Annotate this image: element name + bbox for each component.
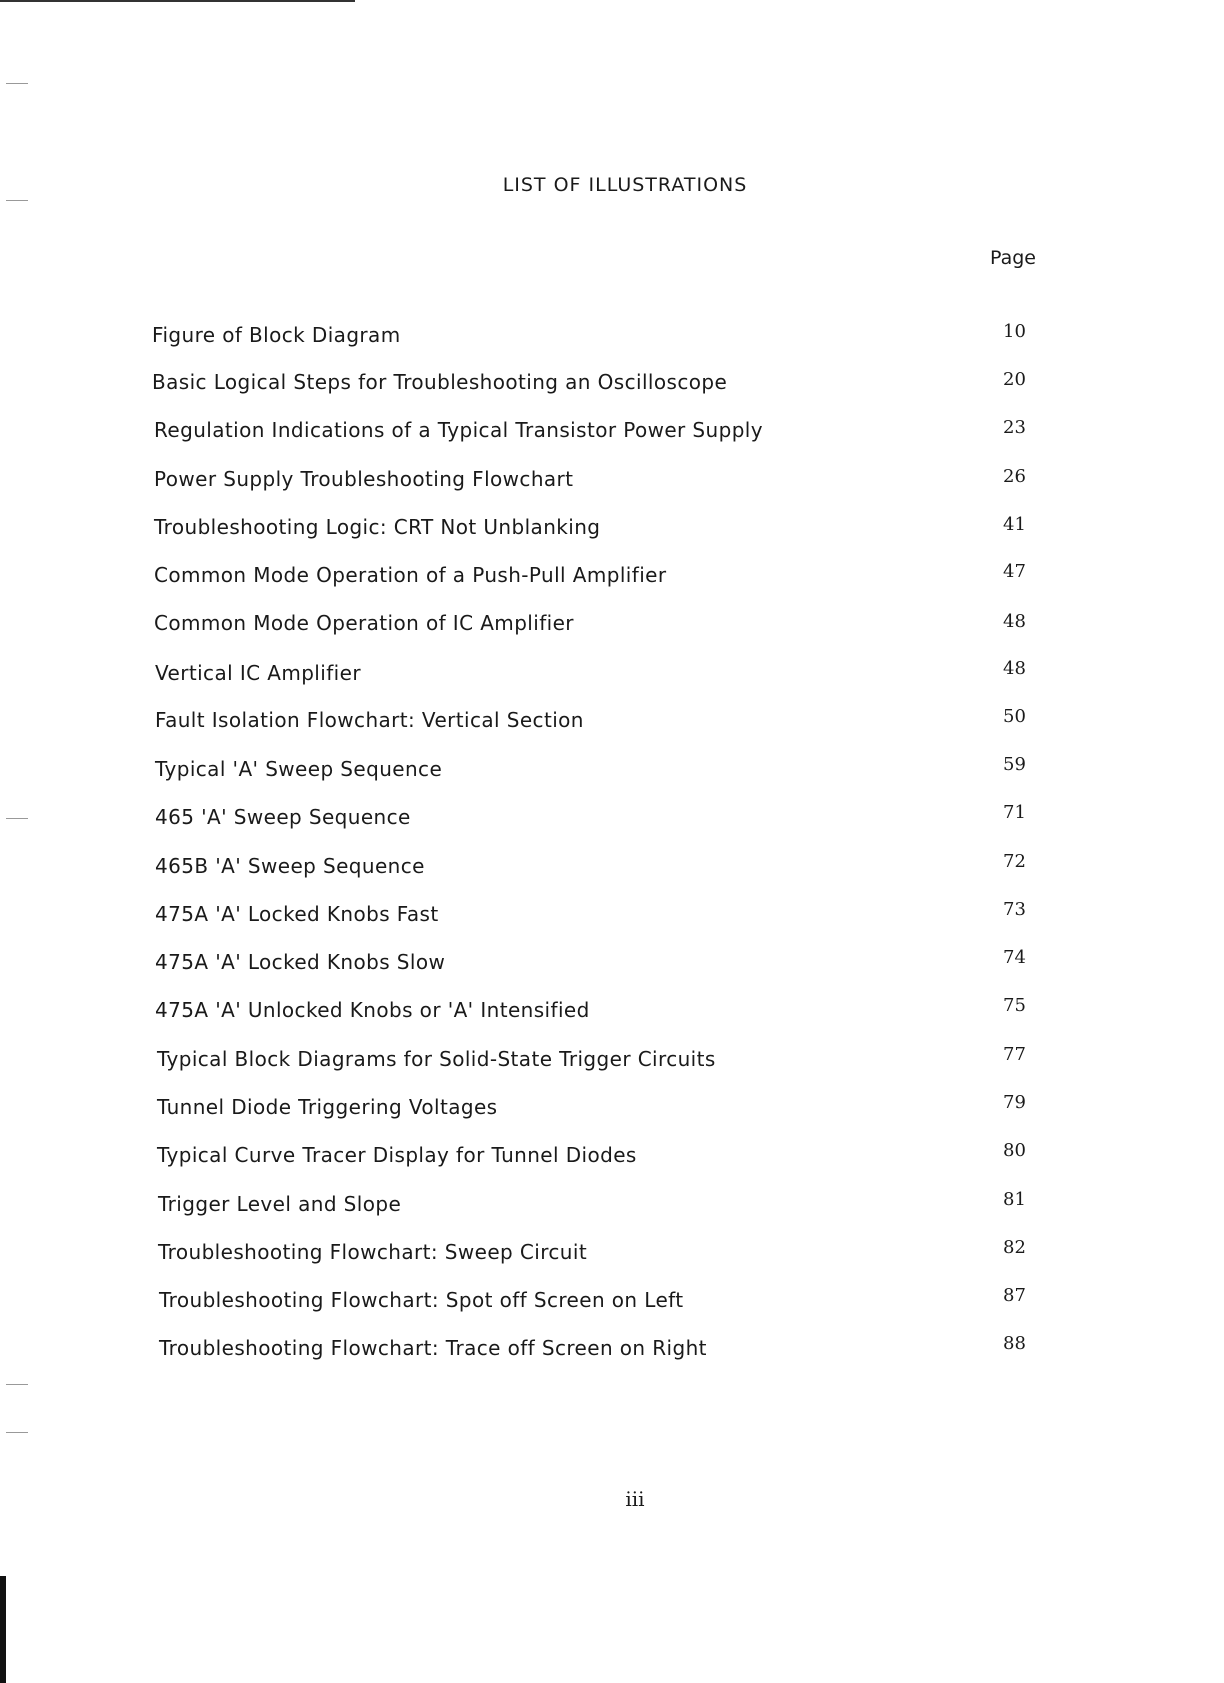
- list-item: [0, 947, 1224, 980]
- list-item-page: 74: [1003, 947, 1026, 968]
- list-item-page: 50: [1003, 706, 1026, 727]
- list-item: [0, 851, 1224, 884]
- list-item: [0, 658, 1224, 691]
- list-item-page: 87: [1003, 1285, 1026, 1306]
- list-item: [0, 611, 1224, 641]
- list-item-page: 23: [1003, 417, 1026, 438]
- list-item: [0, 1237, 1224, 1270]
- list-item: [0, 1092, 1224, 1125]
- list-item: [0, 708, 1224, 738]
- scan-artifact-left-bar: [0, 1576, 6, 1683]
- list-item-page: 48: [1003, 658, 1026, 679]
- list-item-label: 475A 'A' Locked Knobs Fast: [155, 902, 439, 926]
- list-item-label: Typical Block Diagrams for Solid-State Trigger Circuits: [157, 1047, 716, 1071]
- list-item-page: 82: [1003, 1237, 1026, 1258]
- list-item-page: 88: [1003, 1333, 1026, 1354]
- list-item: [0, 563, 1224, 593]
- list-item-label: Troubleshooting Flowchart: Trace off Screen on Right: [159, 1336, 707, 1360]
- list-item-label: Troubleshooting Logic: CRT Not Unblanking: [154, 515, 601, 539]
- list-item-label: Fault Isolation Flowchart: Vertical Section: [155, 708, 584, 732]
- list-item-label: 475A 'A' Unlocked Knobs or 'A' Intensified: [155, 998, 590, 1022]
- list-item-page: 72: [1003, 851, 1026, 872]
- list-item-label: Regulation Indications of a Typical Transistor Power Supply: [154, 418, 763, 442]
- list-item-page: 75: [1003, 995, 1026, 1016]
- list-item: [0, 802, 1224, 835]
- list-item-page: 71: [1003, 802, 1026, 823]
- list-item: [0, 1189, 1224, 1222]
- list-item: [0, 467, 1224, 497]
- list-item: [0, 1044, 1224, 1077]
- scan-speck: [6, 1432, 28, 1433]
- list-item-label: Typical Curve Tracer Display for Tunnel Diodes: [157, 1143, 637, 1167]
- list-item-label: Vertical IC Amplifier: [155, 661, 361, 685]
- list-item-label: Tunnel Diode Triggering Voltages: [157, 1095, 498, 1119]
- list-item-page: 73: [1003, 899, 1026, 920]
- list-item-page: 41: [1003, 514, 1026, 535]
- page-column-header: Page: [990, 247, 1036, 269]
- list-item-label: 475A 'A' Locked Knobs Slow: [155, 950, 446, 974]
- scan-artifact-top-line: [0, 0, 355, 2]
- list-item: [0, 995, 1224, 1028]
- list-item-label: Common Mode Operation of IC Amplifier: [154, 611, 574, 635]
- list-item: [0, 370, 1224, 400]
- list-item: [0, 754, 1224, 787]
- list-item: [0, 1140, 1224, 1173]
- page-number-footer: iii: [625, 1487, 645, 1511]
- list-item-page: 10: [1003, 321, 1026, 342]
- list-item: [0, 418, 1224, 448]
- list-item-page: 80: [1003, 1140, 1026, 1161]
- list-item-label: Troubleshooting Flowchart: Sweep Circuit: [158, 1240, 588, 1264]
- list-item: [0, 899, 1224, 932]
- list-item-label: Troubleshooting Flowchart: Spot off Screen on Left: [159, 1288, 684, 1312]
- list-item: [0, 323, 1224, 353]
- list-item: [0, 1333, 1224, 1366]
- list-item-label: Typical 'A' Sweep Sequence: [155, 757, 443, 781]
- list-item-page: 20: [1003, 369, 1026, 390]
- list-item-label: 465B 'A' Sweep Sequence: [155, 854, 425, 878]
- list-item-page: 77: [1003, 1044, 1026, 1065]
- scan-speck: [6, 200, 28, 201]
- list-item-label: Common Mode Operation of a Push-Pull Amplifier: [154, 563, 667, 587]
- list-item-page: 81: [1003, 1189, 1026, 1210]
- list-item-page: 26: [1003, 466, 1026, 487]
- list-item-page: 79: [1003, 1092, 1026, 1113]
- list-item-label: Figure of Block Diagram: [152, 323, 401, 347]
- list-item-label: Power Supply Troubleshooting Flowchart: [154, 467, 574, 491]
- scan-speck: [6, 83, 28, 84]
- list-item-label: 465 'A' Sweep Sequence: [155, 805, 411, 829]
- list-item: [0, 1285, 1224, 1318]
- page-title: LIST OF ILLUSTRATIONS: [502, 174, 748, 196]
- list-item: [0, 515, 1224, 545]
- list-item-label: Basic Logical Steps for Troubleshooting an Oscilloscope: [152, 370, 728, 394]
- list-item-page: 47: [1003, 561, 1026, 582]
- list-item-label: Trigger Level and Slope: [158, 1192, 402, 1216]
- list-item-page: 48: [1003, 611, 1026, 632]
- scan-speck: [6, 1384, 28, 1385]
- list-item-page: 59: [1003, 754, 1026, 775]
